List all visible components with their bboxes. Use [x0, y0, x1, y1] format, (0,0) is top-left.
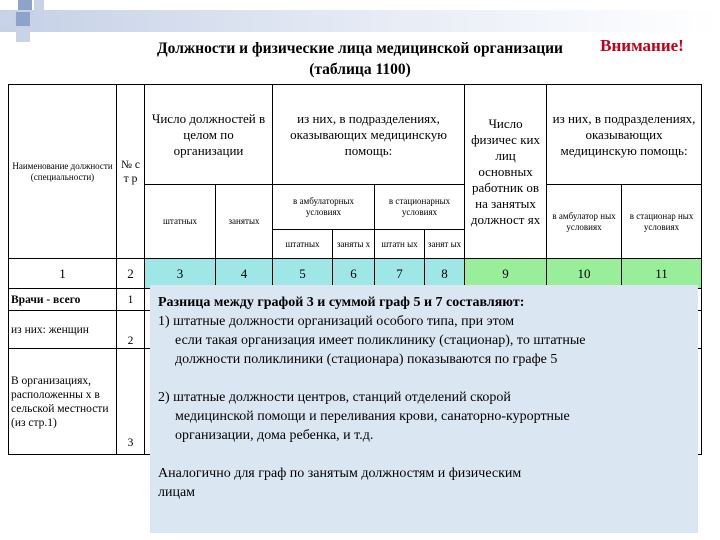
corner-square — [16, 12, 30, 26]
col-header-amb-occ: заняты х — [333, 230, 375, 259]
note-footer-line2: лицам — [158, 485, 196, 500]
note-item2-line3: организации, дома ребенка, и т.д. — [175, 428, 374, 443]
note-item2-line1: 2) штатные должности центров, станций отделений скорой — [158, 390, 511, 405]
note-item1-line2: если такая организация имеет поликлинику (стационар), то штатные — [175, 333, 586, 348]
col-header-occupied: занятых — [216, 185, 273, 259]
col-header-amb-staff: штатных — [273, 230, 333, 259]
col-number: 5 — [273, 259, 333, 289]
row-no: 3 — [117, 349, 145, 455]
corner-square — [16, 28, 30, 42]
col-header-row-no: № с т р — [117, 85, 145, 259]
header-stripe — [0, 10, 720, 32]
col-header-name: Наименование должности (специальности) — [9, 85, 117, 259]
col-number: 11 — [622, 259, 702, 289]
title-line-1: Должности и физические лица медицинской организации — [157, 40, 563, 57]
page-title — [60, 38, 660, 80]
col-header-persons-subdiv: из них, в подразделениях, оказывающих медицинскую помощь: — [547, 85, 702, 185]
col-number: 4 — [216, 259, 273, 289]
corner-square — [0, 12, 14, 26]
row-name: из них: женщин — [9, 311, 117, 349]
col-header-persons: Число физичес ких лиц основных работник ов на занятых должност ях — [465, 85, 547, 259]
col-header-inpatient: в стационарных условиях — [375, 185, 465, 230]
col-number: 3 — [145, 259, 216, 289]
col-number: 10 — [547, 259, 622, 289]
corner-square — [18, 0, 32, 10]
col-header-staff: штатных — [145, 185, 216, 259]
col-header-inp-staff: штатн ых — [375, 230, 425, 259]
col-number: 6 — [333, 259, 375, 289]
warning-label: Внимание! — [600, 36, 684, 55]
row-no: 1 — [117, 289, 145, 311]
col-header-positions-total: Число должностей в целом по организации — [145, 85, 273, 185]
note-item2-line2: медицинской помощи и переливания крови, санаторно-курортные — [175, 409, 570, 424]
corner-square — [34, 0, 44, 10]
col-header-ambulatory: в амбулаторных условиях — [273, 185, 375, 230]
col-number: 2 — [117, 259, 145, 289]
note-heading: Разница между графой 3 и суммой граф 5 и 7 составляют: — [158, 295, 525, 310]
col-number: 1 — [9, 259, 117, 289]
col-number: 7 — [375, 259, 425, 289]
row-name: В организациях, расположенны х в сельской местности (из стр.1) — [9, 349, 117, 455]
col-number: 8 — [425, 259, 465, 289]
row-name: Врачи - всего — [9, 289, 117, 311]
note-footer-line1: Аналогично для граф по занятым должностям и физическим — [158, 466, 522, 481]
col-number: 9 — [465, 259, 547, 289]
note-item1-line3: должности поликлиники (стационара) показываются по графе 5 — [175, 352, 558, 367]
col-header-persons-inp: в стационар ных условиях — [622, 185, 702, 259]
title-line-2: (таблица 1100) — [309, 61, 411, 78]
row-no: 2 — [117, 311, 145, 349]
col-header-inp-occ: занят ых — [425, 230, 465, 259]
col-header-persons-amb: в амбулатор ных условиях — [547, 185, 622, 259]
note-item1-line1: 1) штатные должности организаций особого типа, при этом — [158, 314, 515, 329]
col-header-subdiv: из них, в подразделениях, оказывающих медицинскую помощь: — [273, 85, 465, 185]
